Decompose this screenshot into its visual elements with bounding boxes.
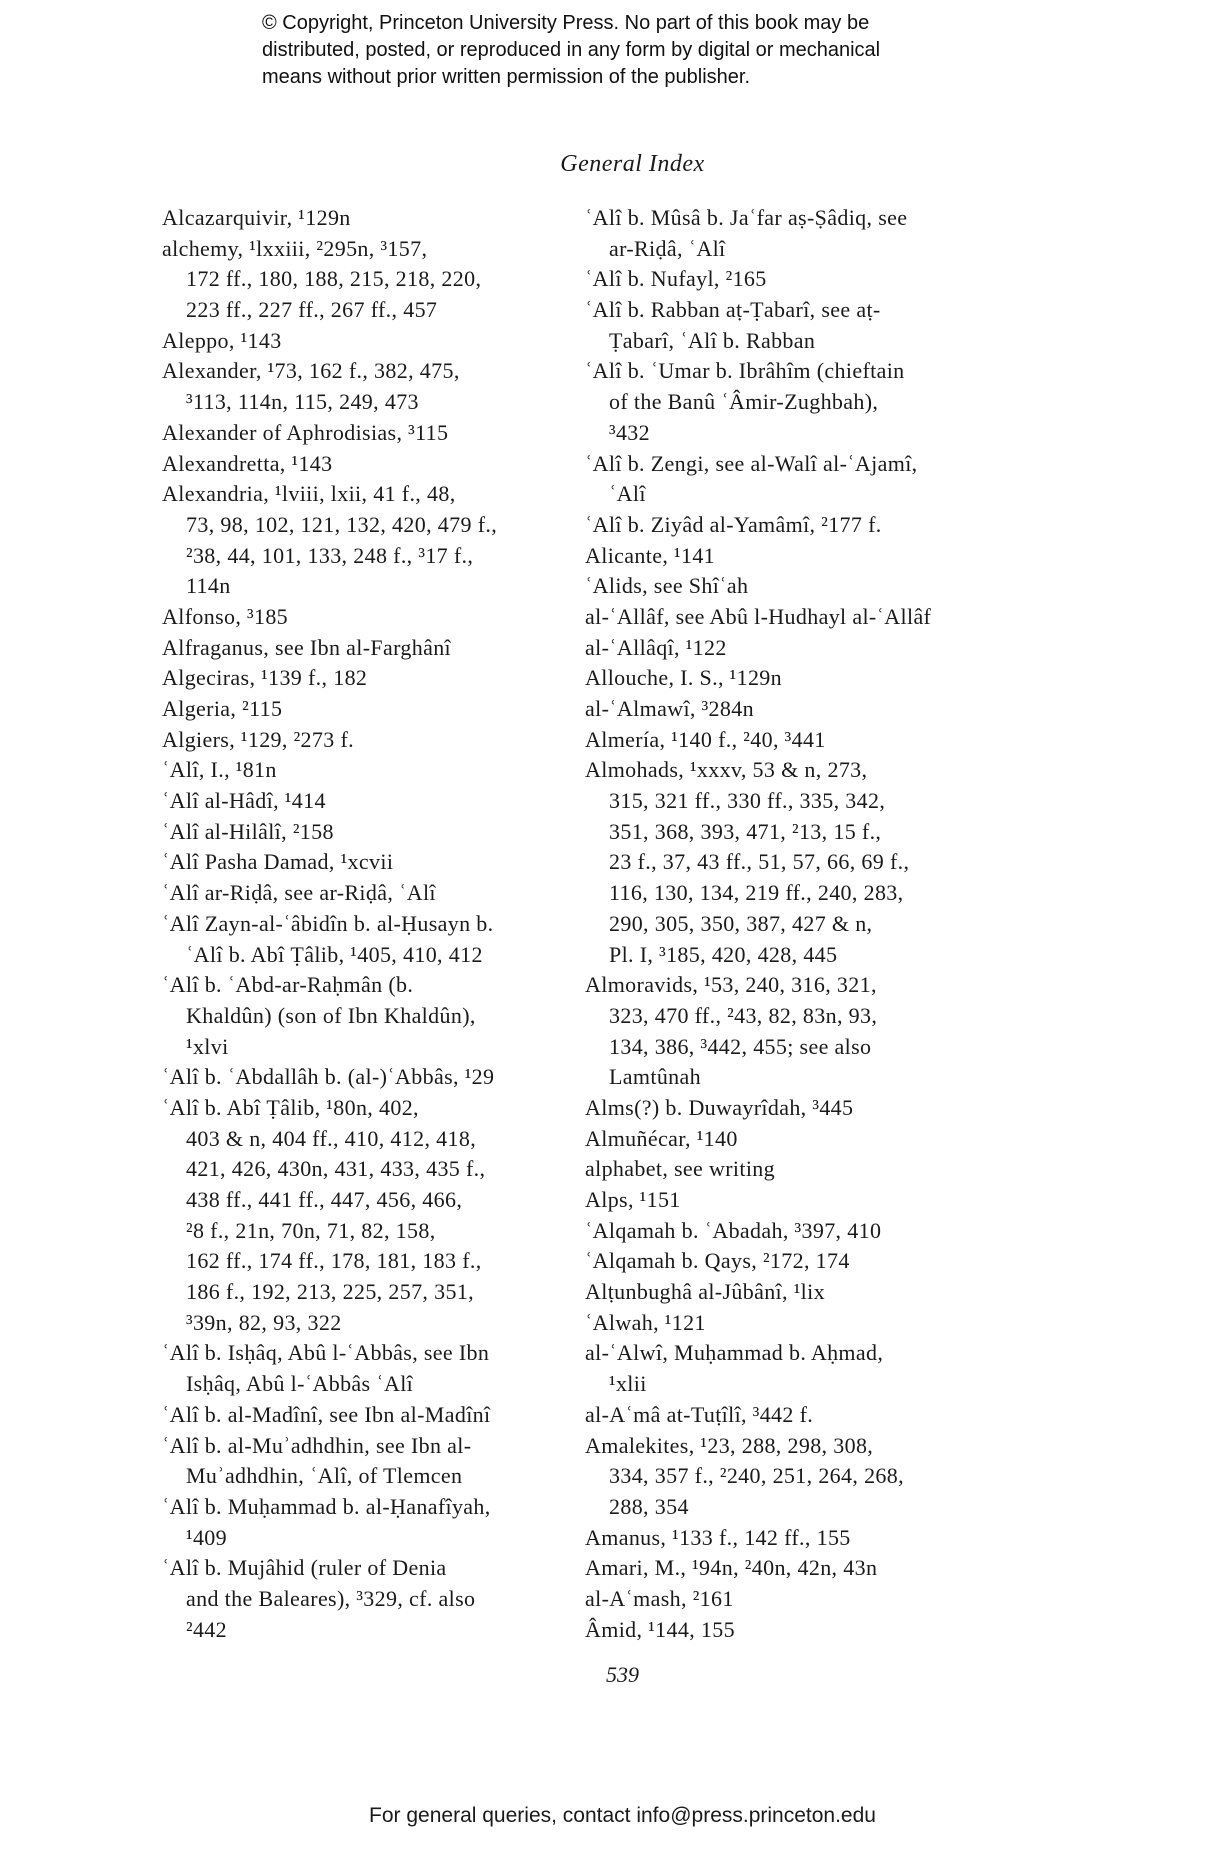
- running-head: General Index: [560, 151, 705, 177]
- index-line: al-ʿAllâf, see Abû l-Hudhayl al-ʿAllâf: [585, 603, 932, 629]
- index-line: Almería, ¹140 f., ²40, ³441: [585, 726, 826, 752]
- index-line: Almoravids, ¹53, 240, 316, 321,: [585, 972, 877, 998]
- index-line: Allouche, I. S., ¹129n: [585, 665, 782, 691]
- index-line: 172 ff., 180, 188, 215, 218, 220,: [186, 266, 482, 292]
- index-line: alphabet, see writing: [585, 1156, 776, 1182]
- index-line: Almohads, ¹xxxv, 53 & n, 273,: [585, 757, 868, 783]
- index-line: 438 ff., 441 ff., 447, 456, 466,: [186, 1187, 463, 1212]
- index-line: ¹409: [186, 1524, 227, 1550]
- index-line: ʿAlî b. Mûsâ b. Jaʿfar aṣ-Ṣâdiq, see: [585, 205, 908, 230]
- index-line: Alfraganus, see Ibn al-Farghânî: [162, 634, 452, 660]
- index-line: ¹xlii: [609, 1371, 647, 1397]
- index-line: ʿAlî: [609, 481, 646, 507]
- index-line: 315, 321 ff., 330 ff., 335, 342,: [609, 788, 886, 814]
- index-line: Lamtûnah: [609, 1064, 701, 1090]
- index-line: ʿAlqamah b. Qays, ²172, 174: [585, 1248, 850, 1274]
- index-line: ʿAlî b. Rabban aṭ-Ṭabarî, see aṭ-: [585, 297, 881, 323]
- index-line: Alexandretta, ¹143: [162, 450, 333, 476]
- index-line: Alicante, ¹141: [585, 542, 716, 568]
- index-line: Alṭunbughâ al-Jûbânî, ¹lix: [585, 1279, 825, 1305]
- index-line: and the Baleares), ³329, cf. also: [186, 1585, 476, 1611]
- index-column-left: [162, 203, 582, 1645]
- index-line: ¹xlvi: [186, 1033, 229, 1059]
- index-line: 223 ff., 227 ff., 267 ff., 457: [186, 297, 438, 323]
- index-line: 288, 354: [609, 1493, 689, 1519]
- index-line: Âmid, ¹144, 155: [585, 1616, 735, 1642]
- footer-contact: For general queries, contact info@press.princeton.edu: [369, 1804, 876, 1827]
- index-line: Isḥâq, Abû l-ʿAbbâs ʿAlî: [186, 1371, 414, 1397]
- index-line: ʿAlî b. Nufayl, ²165: [585, 266, 767, 292]
- index-line: ²38, 44, 101, 133, 248 f., ³17 f.,: [186, 542, 474, 568]
- index-line: ʿAlî Pasha Damad, ¹xcvii: [162, 849, 394, 875]
- index-line: ʿAlwah, ¹121: [585, 1309, 706, 1335]
- index-line: 186 f., 192, 213, 225, 257, 351,: [186, 1279, 475, 1305]
- index-line: Alps, ¹151: [585, 1187, 681, 1212]
- page-number: 539: [606, 1662, 639, 1687]
- index-line: Khaldûn) (son of Ibn Khaldûn),: [186, 1002, 476, 1028]
- index-line: ʿAlî b. Mujâhid (ruler of Denia: [162, 1555, 447, 1581]
- index-line: al-Aʿmash, ²161: [585, 1585, 734, 1611]
- index-line: ʿAlî b. ʿUmar b. Ibrâhîm (chieftain: [585, 358, 905, 384]
- index-line: Alcazarquivir, ¹129n: [162, 205, 351, 230]
- index-line: 162 ff., 174 ff., 178, 181, 183 f.,: [186, 1248, 482, 1274]
- index-line: Alexander of Aphrodisias, ³115: [162, 419, 449, 445]
- index-line: Algeciras, ¹139 f., 182: [162, 665, 368, 691]
- index-line: ʿAlî b. Abî Ṭâlib, ¹405, 410, 412: [186, 941, 483, 967]
- index-line: Alms(?) b. Duwayrîdah, ³445: [585, 1094, 854, 1120]
- index-line: Ṭabarî, ʿAlî b. Rabban: [609, 327, 816, 353]
- index-column-right: [585, 203, 1005, 1645]
- index-line: ²442: [186, 1616, 227, 1642]
- index-line: Alexandria, ¹lviii, lxii, 41 f., 48,: [162, 481, 456, 507]
- index-line: 114n: [186, 573, 231, 599]
- index-line: al-ʿAlmawî, ³284n: [585, 696, 754, 721]
- index-line: ³432: [609, 419, 650, 445]
- index-line: 116, 130, 134, 219 ff., 240, 283,: [609, 880, 904, 906]
- index-line: al-ʿAllâqî, ¹122: [585, 634, 727, 660]
- index-line: ʿAlî b. ʿAbd-ar-Raḥmân (b.: [162, 972, 414, 998]
- index-line: 73, 98, 102, 121, 132, 420, 479 f.,: [186, 511, 498, 537]
- index-line: Amalekites, ¹23, 288, 298, 308,: [585, 1432, 874, 1458]
- index-line: 23 f., 37, 43 ff., 51, 57, 66, 69 f.,: [609, 849, 910, 875]
- index-line: of the Banû ʿÂmir-Zughbah),: [609, 389, 879, 415]
- index-line: ar-Riḍâ, ʿAlî: [609, 235, 726, 261]
- index-line: alchemy, ¹lxxiii, ²295n, ³157,: [162, 235, 428, 261]
- index-line: ʿAlî ar-Riḍâ, see ar-Riḍâ, ʿAlî: [162, 880, 436, 906]
- index-line: ³39n, 82, 93, 322: [186, 1309, 342, 1335]
- index-line: ʿAlî Zayn-al-ʿâbidîn b. al-Ḥusayn b.: [162, 910, 494, 936]
- index-line: 351, 368, 393, 471, ²13, 15 f.,: [609, 818, 882, 844]
- copyright-notice: © Copyright, Princeton University Press. No part of this book may be distributed, posted, or reproduced in any form by digital or mechanical means without prior written permission of the publisher.: [262, 12, 881, 88]
- index-line: Algiers, ¹129, ²273 f.: [162, 726, 354, 752]
- index-line: ʿAlî b. Zengi, see al-Walî al-ʿAjamî,: [585, 450, 918, 476]
- index-line: ʿAlî b. al-Madînî, see Ibn al-Madînî: [162, 1401, 491, 1427]
- index-line: al-ʿAlwî, Muḥammad b. Aḥmad,: [585, 1340, 884, 1366]
- index-line: 134, 386, ³442, 455; see also: [609, 1033, 872, 1059]
- index-line: Pl. I, ³185, 420, 428, 445: [609, 941, 838, 967]
- index-line: ʿAlids, see Shîʿah: [585, 573, 749, 599]
- index-line: Almuñécar, ¹140: [585, 1125, 738, 1151]
- index-line: 334, 357 f., ²240, 251, 264, 268,: [609, 1463, 904, 1489]
- index-line: Aleppo, ¹143: [162, 327, 282, 353]
- index-line: 290, 305, 350, 387, 427 & n,: [609, 910, 873, 936]
- index-line: ʿAlqamah b. ʿAbadah, ³397, 410: [585, 1217, 882, 1243]
- index-line: 421, 426, 430n, 431, 433, 435 f.,: [186, 1156, 486, 1182]
- index-line: ²8 f., 21n, 70n, 71, 82, 158,: [186, 1217, 436, 1243]
- index-line: ʿAlî, I., ¹81n: [162, 757, 277, 783]
- index-line: ʿAlî b. Isḥâq, Abû l-ʿAbbâs, see Ibn: [162, 1340, 490, 1366]
- index-line: Amari, M., ¹94n, ²40n, 42n, 43n: [585, 1555, 878, 1581]
- index-line: Alexander, ¹73, 162 f., 382, 475,: [162, 358, 460, 384]
- index-line: ʿAlî b. Abî Ṭâlib, ¹80n, 402,: [162, 1094, 419, 1120]
- index-line: ʿAlî al-Hâdî, ¹414: [162, 788, 326, 814]
- index-line: 403 & n, 404 ff., 410, 412, 418,: [186, 1125, 477, 1151]
- index-line: ³113, 114n, 115, 249, 473: [186, 389, 419, 415]
- index-line: ʿAlî b. ʿAbdallâh b. (al-)ʿAbbâs, ¹29: [162, 1064, 495, 1090]
- index-line: Alfonso, ³185: [162, 603, 289, 629]
- index-line: al-Aʿmâ at-Tuṭîlî, ³442 f.: [585, 1401, 814, 1427]
- index-line: ʿAlî b. Muḥammad b. al-Ḥanafîyah,: [162, 1493, 491, 1519]
- index-line: 323, 470 ff., ²43, 82, 83n, 93,: [609, 1002, 878, 1028]
- index-line: Amanus, ¹133 f., 142 ff., 155: [585, 1524, 851, 1550]
- index-line: Algeria, ²115: [162, 696, 283, 721]
- index-line: ʿAlî b. al-Muʾadhdhin, see Ibn al-: [162, 1432, 472, 1458]
- index-line: Muʾadhdhin, ʿAlî, of Tlemcen: [186, 1463, 463, 1489]
- index-line: ʿAlî al-Hilâlî, ²158: [162, 818, 334, 844]
- index-line: ʿAlî b. Ziyâd al-Yamâmî, ²177 f.: [585, 511, 882, 537]
